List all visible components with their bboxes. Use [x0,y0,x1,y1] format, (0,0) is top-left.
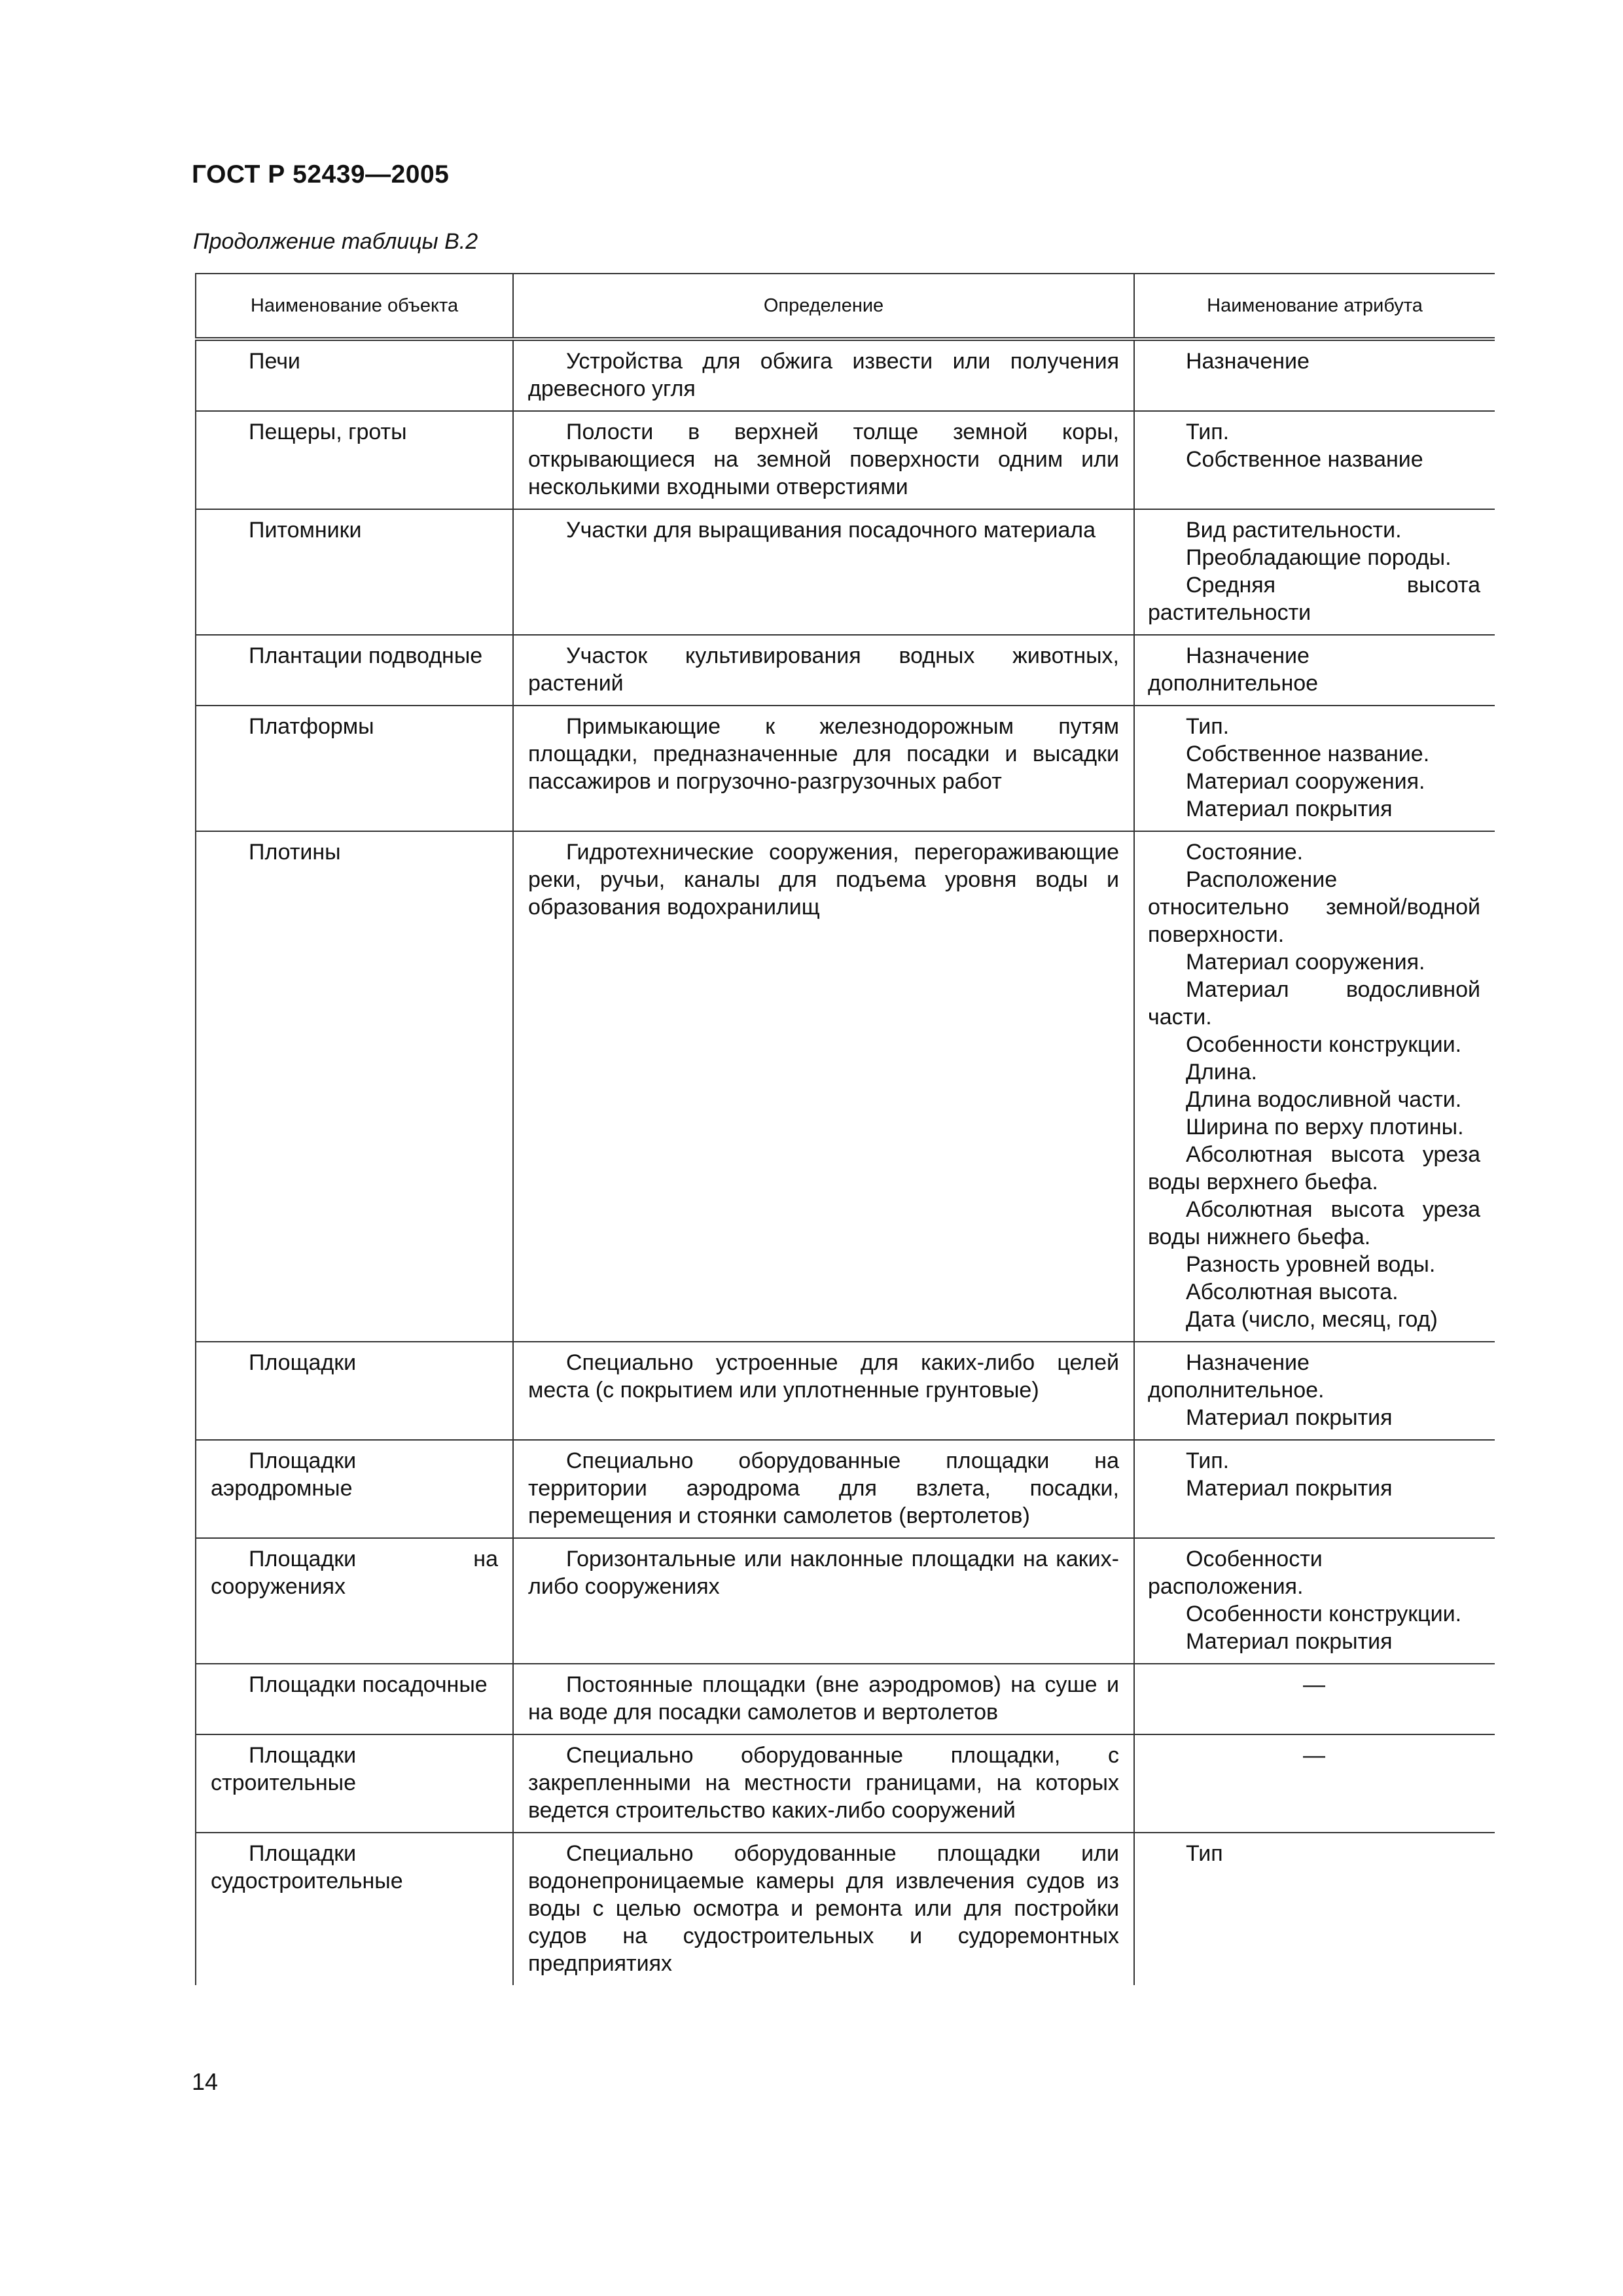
attribute-cell [1134,1538,1495,1664]
attribute-item: Вид растительности. [1186,518,1402,543]
definition-cell [513,706,1134,831]
definition-text: Специально оборудованные площадки или водонепроницаемые камеры для извлечения судов из воды с целью осмотра и ремонта или для постройки судов на судостроительных и судоремонтных предприятиях [528,1841,1119,1976]
table-row [196,1833,1495,1985]
object-name: Площадки строительные [211,1743,357,1795]
attribute-item: Расположение относительно земной/водной поверхности. [1148,867,1480,947]
object-name: Площадки на сооружениях [211,1547,498,1599]
no-attribute-dash: — [1303,1743,1325,1768]
object-name: Плотины [249,840,341,865]
object-name: Печи [249,349,300,374]
attribute-item: Особенности конструкции. [1186,1032,1462,1057]
table-row [196,339,1495,411]
object-name-cell [196,1833,513,1985]
table-row [196,1734,1495,1833]
attribute-cell [1134,1440,1495,1538]
definitions-table [195,273,1495,1985]
column-header-object: Наименование объекта [196,274,513,339]
definition-cell [513,1734,1134,1833]
document-code: ГОСТ Р 52439—2005 [192,160,450,188]
definition-text: Специально устроенные для каких-либо целей места (с покрытием или уплотненные грунтовые) [528,1350,1119,1403]
table-row [196,1538,1495,1664]
definition-cell [513,1664,1134,1734]
attribute-item: Состояние. [1186,840,1304,865]
attribute-cell [1134,635,1495,706]
definition-cell [513,411,1134,509]
definition-cell [513,1440,1134,1538]
object-name-cell [196,1538,513,1664]
attribute-item: Абсолютная высота. [1186,1280,1399,1304]
definition-text: Примыкающие к железнодорожным путям площадки, предназначенные для посадки и высадки пассажиров и погрузочно-разгрузочных работ [528,714,1119,794]
definition-text: Специально оборудованные площадки, с закрепленными на местности границами, на которых ведется строительство каких-либо сооружений [528,1743,1119,1823]
object-name-cell [196,706,513,831]
attribute-cell [1134,1734,1495,1833]
attribute-item: Назначение [1186,349,1310,374]
definition-text: Специально оборудованные площадки на территории аэродрома для взлета, посадки, перемещения и стоянки самолетов (вертолетов) [528,1448,1119,1528]
table-row [196,1440,1495,1538]
table-row [196,635,1495,706]
object-name: Платформы [249,714,374,739]
definition-text: Горизонтальные или наклонные площадки на каких-либо сооружениях [528,1547,1119,1599]
attribute-item: Тип. [1186,420,1230,444]
attribute-cell [1134,509,1495,635]
attribute-item: Средняя высота растительности [1148,573,1480,625]
attribute-item: Особенности расположения. [1148,1547,1323,1599]
attribute-item: Назначение дополнительное [1148,643,1319,696]
attribute-item: Материал покрытия [1186,1405,1393,1430]
definition-cell [513,1833,1134,1985]
object-name-cell [196,1342,513,1440]
object-name: Площадки посадочные [249,1672,488,1697]
attribute-item: Особенности конструкции. [1186,1602,1462,1626]
definition-text: Гидротехнические сооружения, перегораживающие реки, ручьи, каналы для подъема уровня воды и образования водохранилищ [528,840,1119,920]
attribute-item: Абсолютная высота уреза воды верхнего бьефа. [1148,1142,1480,1194]
attribute-item: Абсолютная высота уреза воды нижнего бьефа. [1148,1197,1480,1249]
object-name-cell [196,411,513,509]
object-name: Питомники [249,518,362,543]
object-name: Плантации подводные [249,643,483,668]
attribute-item: Собственное название [1186,447,1423,472]
object-name-cell [196,1734,513,1833]
table-row [196,831,1495,1342]
attribute-cell [1134,339,1495,411]
attribute-cell [1134,1664,1495,1734]
attribute-item: Материал покрытия [1186,1476,1393,1501]
definition-text: Полости в верхней толще земной коры, открывающиеся на земной поверхности одним или несколькими входными отверстиями [528,420,1119,499]
object-name-cell [196,1664,513,1734]
attribute-item: Материал водосливной части. [1148,977,1480,1030]
definition-text: Участок культивирования водных животных, растений [528,643,1119,696]
attribute-item: Материал сооружения. [1186,769,1425,794]
column-header-attribute: Наименование атрибута [1134,274,1495,339]
attribute-item: Материал покрытия [1186,1629,1393,1654]
table-row [196,1342,1495,1440]
object-name: Пещеры, гроты [249,420,407,444]
attribute-cell [1134,1833,1495,1985]
attribute-cell [1134,1342,1495,1440]
attribute-cell [1134,831,1495,1342]
definition-text: Постоянные площадки (вне аэродромов) на суше и на воде для посадки самолетов и вертолетов [528,1672,1119,1725]
attribute-item: Разность уровней воды. [1186,1252,1436,1277]
definition-text: Участки для выращивания посадочного материала [566,518,1096,543]
table-container [195,273,1495,2040]
object-name-cell [196,831,513,1342]
attribute-item: Преобладающие породы. [1186,545,1452,570]
attribute-item: Длина. [1186,1060,1257,1085]
attribute-item: Материал покрытия [1186,797,1393,821]
table-row [196,1664,1495,1734]
definition-cell [513,635,1134,706]
attribute-item: Тип. [1186,1448,1230,1473]
attribute-cell [1134,706,1495,831]
attribute-item: Собственное название. [1186,742,1430,766]
definition-cell [513,509,1134,635]
attribute-item: Назначение дополнительное. [1148,1350,1325,1403]
object-name-cell [196,635,513,706]
page-number: 14 [192,2068,219,2095]
attribute-item: Длина водосливной части. [1186,1087,1462,1112]
object-name-cell [196,339,513,411]
table-body [196,339,1495,1985]
object-name: Площадки [249,1350,357,1375]
attribute-item: Ширина по верху плотины. [1186,1115,1464,1139]
attribute-item: Тип. [1186,714,1230,739]
definition-cell [513,339,1134,411]
table-header-row [196,274,1495,339]
column-header-definition: Определение [513,274,1134,339]
attribute-item: Дата (число, месяц, год) [1186,1307,1438,1332]
object-name-cell [196,1440,513,1538]
attribute-cell [1134,411,1495,509]
table-caption: Продолжение таблицы В.2 [193,229,478,254]
object-name: Площадки судостроительные [211,1841,403,1893]
attribute-item: Материал сооружения. [1186,950,1425,975]
object-name-cell [196,509,513,635]
table-row [196,706,1495,831]
definition-cell [513,831,1134,1342]
definition-cell [513,1342,1134,1440]
table-row [196,509,1495,635]
definition-cell [513,1538,1134,1664]
no-attribute-dash: — [1303,1672,1325,1697]
definition-text: Устройства для обжига извести или получения древесного угля [528,349,1119,401]
attribute-item: Тип [1186,1841,1223,1866]
object-name: Площадки аэродромные [211,1448,357,1501]
table-row [196,411,1495,509]
